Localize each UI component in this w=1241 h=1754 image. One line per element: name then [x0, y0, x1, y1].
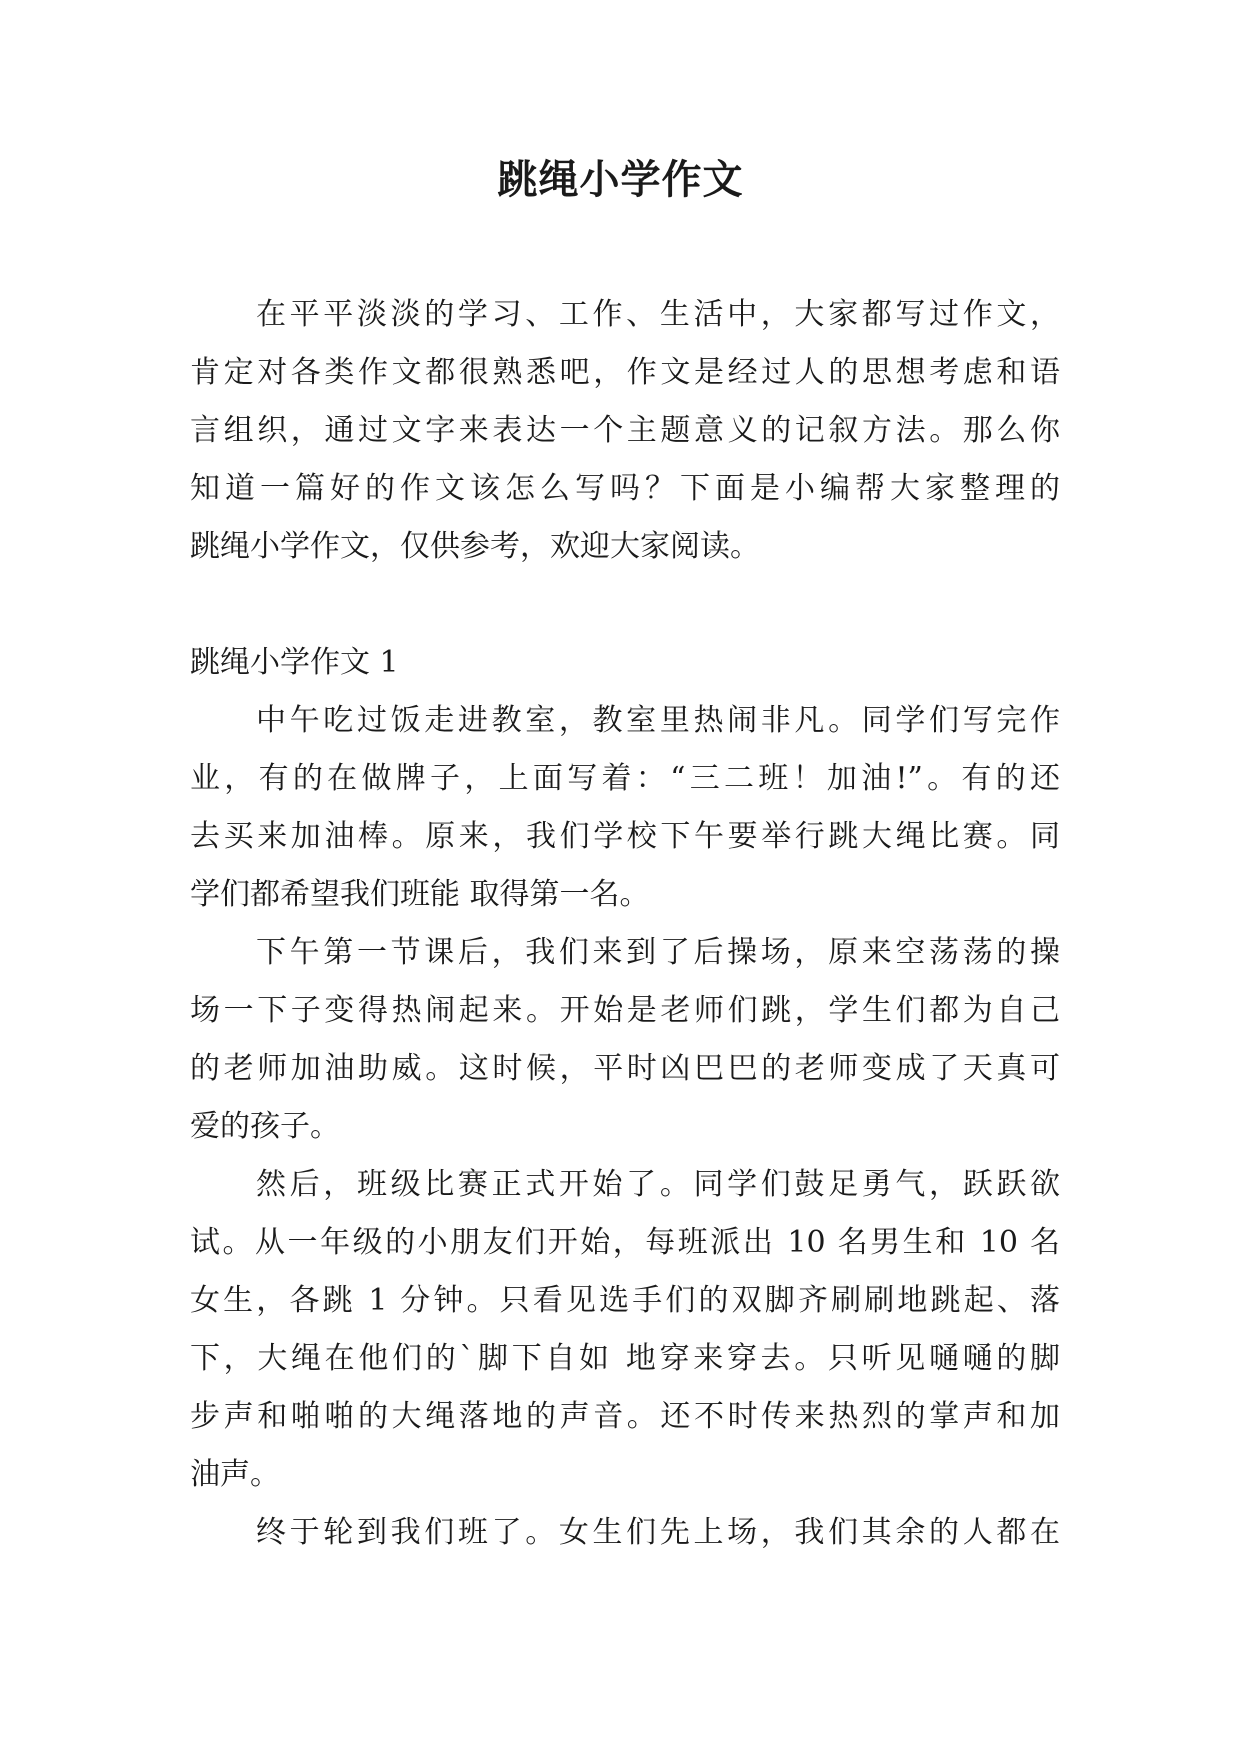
paragraph-line: 女生，各跳 1 分钟。只看见选手们的双脚齐刷刷地跳起、落: [190, 1283, 1060, 1318]
paragraph-line: 试。从一年级的小朋友们开始，每班派出 10 名男生和 10 名: [190, 1225, 1060, 1260]
paragraph-line: 业，有的在做牌子，上面写着：“三二班！加油!”。有的还: [190, 761, 1060, 796]
essay-paragraph: [190, 692, 1060, 924]
intro-line: 言组织，通过文字来表达一个主题意义的记叙方法。那么你: [190, 413, 1060, 448]
paragraph-line: 场一下子变得热闹起来。开始是老师们跳，学生们都为自己: [190, 993, 1060, 1028]
paragraph-line: 的老师加油助威。这时候，平时凶巴巴的老师变成了天真可: [190, 1051, 1060, 1086]
essay-paragraph: [190, 1504, 1060, 1562]
paragraph-line: 步声和啪啪的大绳落地的声音。还不时传来热烈的掌声和加: [190, 1399, 1060, 1434]
intro-line: 知道一篇好的作文该怎么写吗？下面是小编帮大家整理的: [190, 471, 1060, 506]
paragraph-line: 下，大绳在他们的`脚下自如 地穿来穿去。只听见嗵嗵的脚: [190, 1341, 1060, 1376]
paragraph-line: 爱的孩子。: [190, 1109, 340, 1144]
paragraph-line: 下午第一节课后，我们来到了后操场，原来空荡荡的操: [256, 935, 1060, 970]
section-heading: 跳绳小学作文 1: [190, 645, 399, 680]
intro-line: 肯定对各类作文都很熟悉吧，作文是经过人的思想考虑和语: [190, 355, 1060, 390]
intro-line: 跳绳小学作文，仅供参考，欢迎大家阅读。: [190, 529, 760, 564]
essay-paragraph: [190, 1156, 1060, 1504]
intro-line: 在平平淡淡的学习、工作、生活中，大家都写过作文，: [256, 297, 1060, 332]
essay-paragraph: [190, 924, 1060, 1156]
paragraph-line: 然后，班级比赛正式开始了。同学们鼓足勇气，跃跃欲: [256, 1167, 1060, 1202]
paragraph-line: 中午吃过饭走进教室，教室里热闹非凡。同学们写完作: [256, 703, 1060, 738]
paragraph-line: 学们都希望我们班能 取得第一名。: [190, 877, 650, 912]
paragraph-line: 油声。: [190, 1457, 280, 1492]
intro-paragraph: [190, 286, 1060, 576]
paragraph-line: 终于轮到我们班了。女生们先上场，我们其余的人都在: [256, 1515, 1060, 1550]
paragraph-line: 去买来加油棒。原来，我们学校下午要举行跳大绳比赛。同: [190, 819, 1060, 854]
document-title: 跳绳小学作文: [497, 157, 744, 203]
essay-section: [190, 634, 1060, 1562]
